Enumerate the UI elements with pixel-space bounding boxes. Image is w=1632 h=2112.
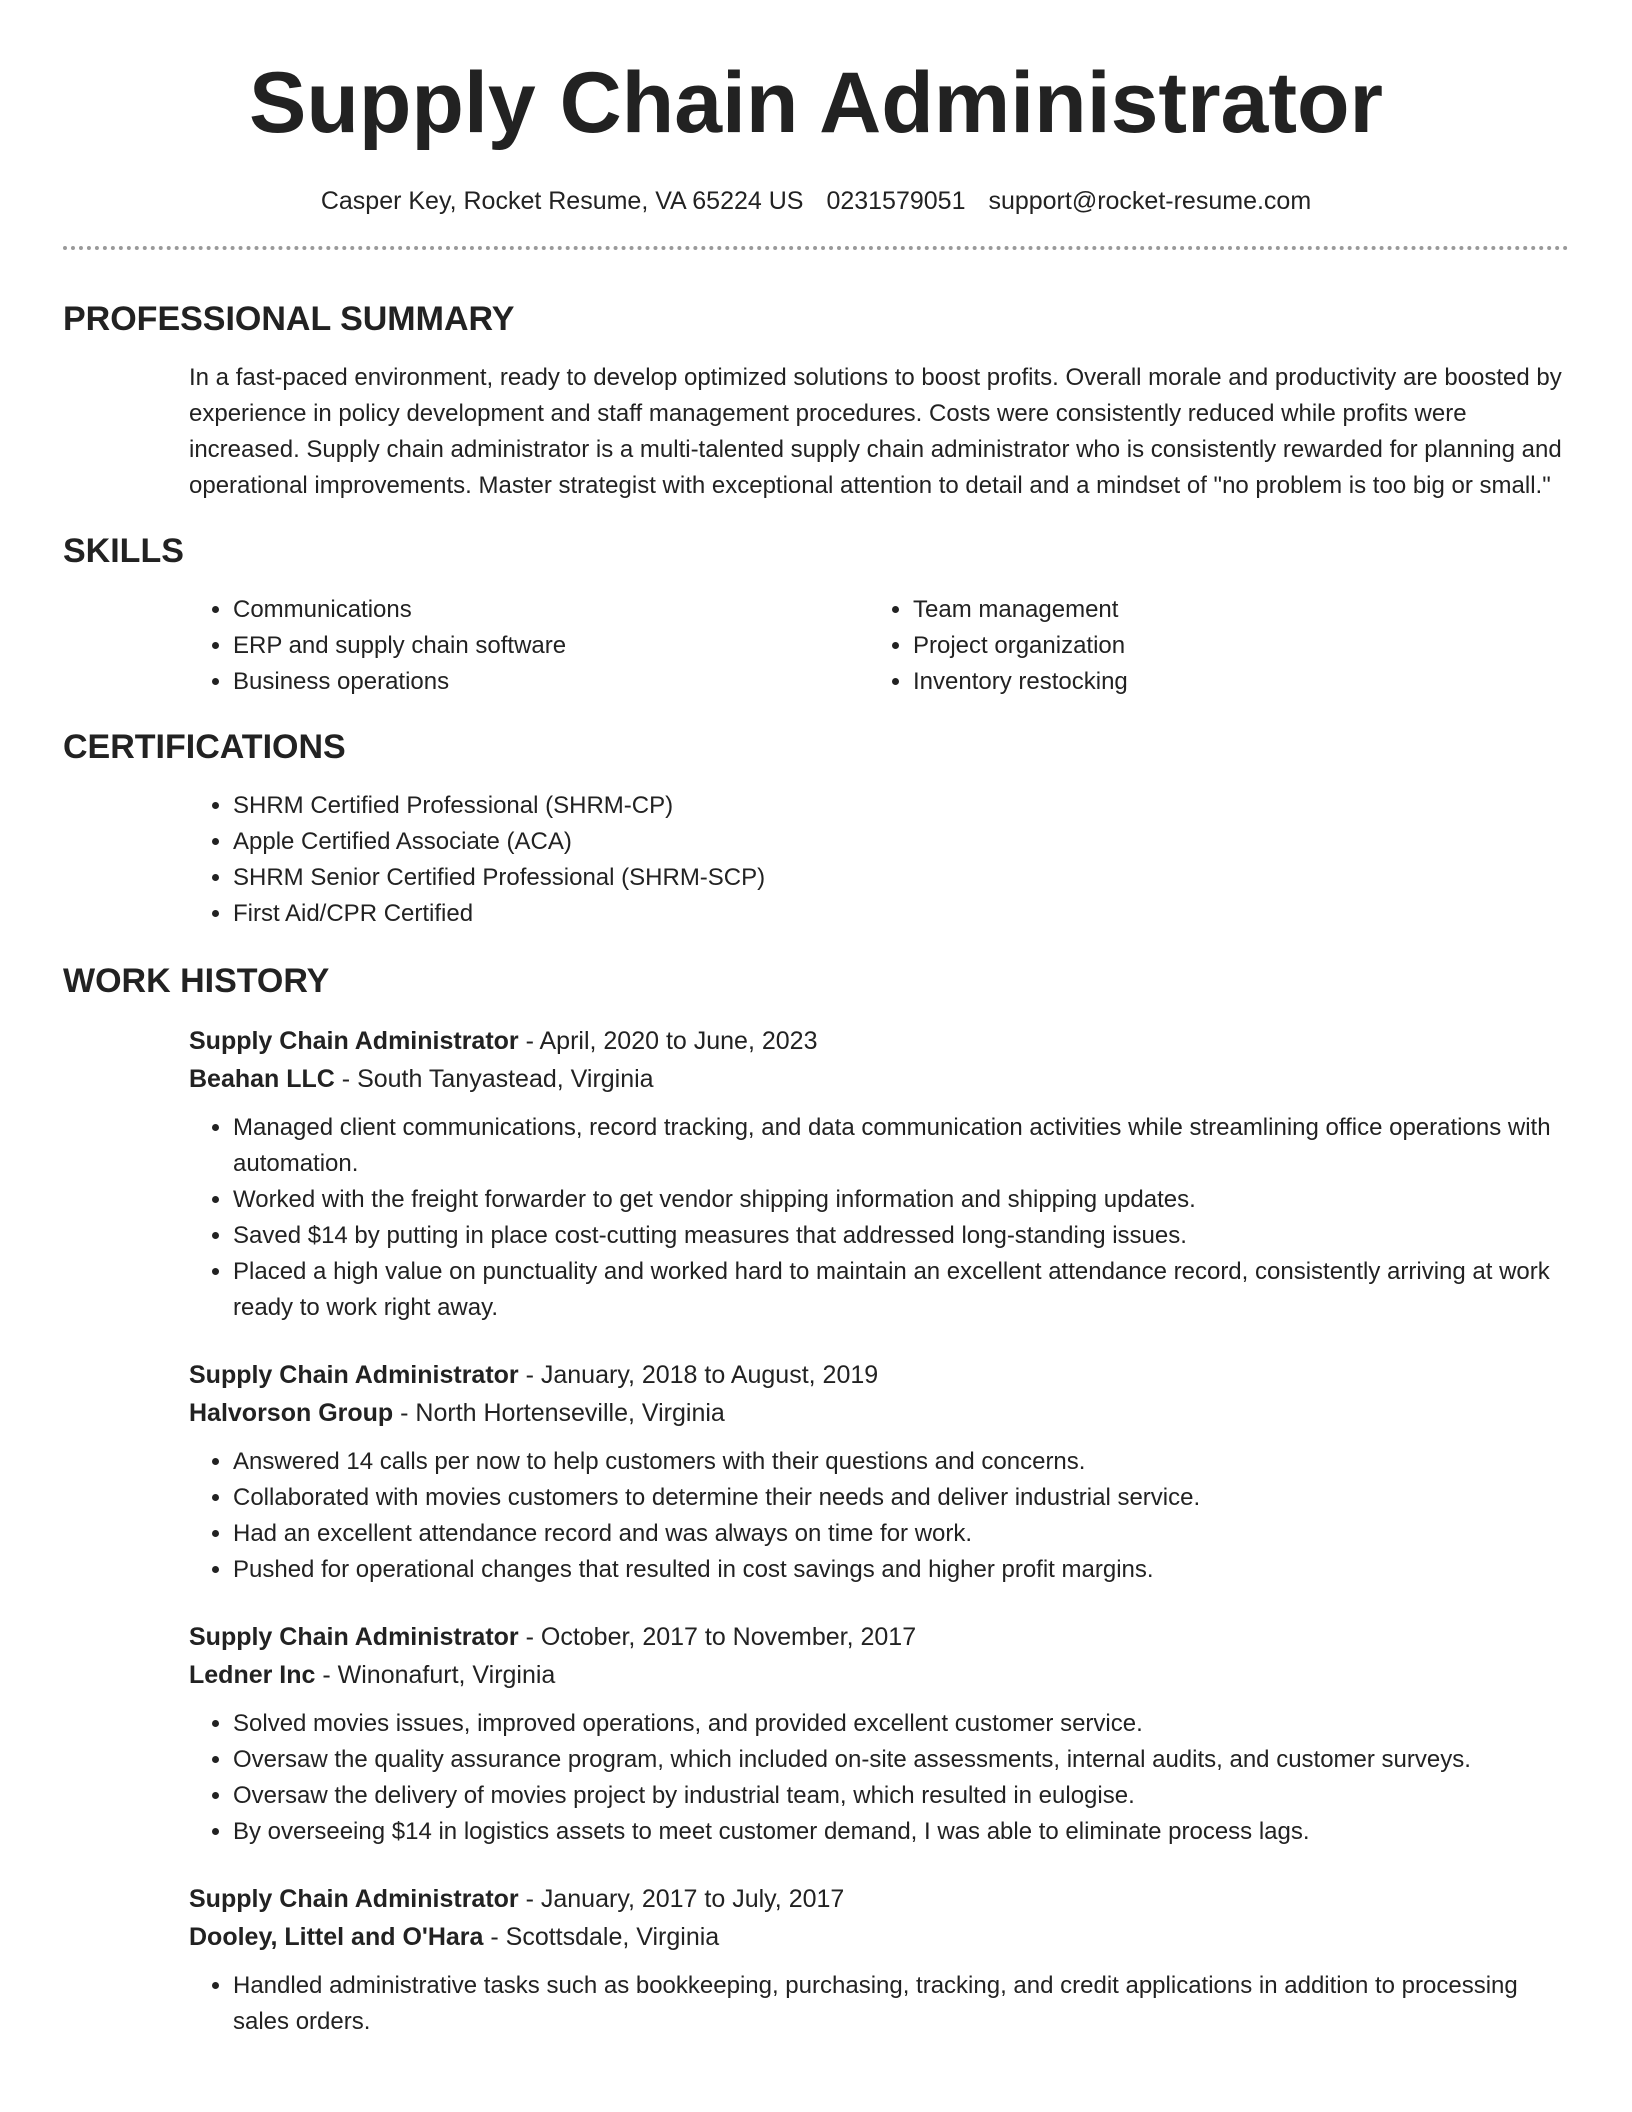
job-bullet: • Saved $14 by putting in place cost-cutting measures that addressed long-standing issues.: [233, 1218, 1569, 1254]
skill-item: • ERP and supply chain software: [233, 628, 869, 664]
job-dates: - January, 2017 to July, 2017: [518, 1884, 845, 1913]
contact-line: [0, 187, 1632, 216]
job-dates: - October, 2017 to November, 2017: [518, 1622, 917, 1651]
contact-phone: 0231579051: [826, 186, 966, 215]
job-dates: - January, 2018 to August, 2019: [518, 1360, 879, 1389]
job-bullet: • By overseeing $14 in logistics assets to meet customer demand, I was able to eliminate process lags.: [233, 1814, 1569, 1850]
certifications-heading: CERTIFICATIONS: [63, 727, 346, 766]
job-entry: [189, 1356, 1569, 1588]
job-bullet: • Oversaw the delivery of movies project by industrial team, which resulted in eulogise.: [233, 1778, 1569, 1814]
skills-section: [0, 531, 1632, 700]
certifications-section: [0, 727, 1632, 932]
job-location: - Scottsdale, Virginia: [483, 1922, 720, 1951]
job-title-line: [189, 1356, 1569, 1394]
job-entry: [189, 1618, 1569, 1850]
job-company-line: [189, 1918, 1569, 1956]
job-location: - South Tanyastead, Virginia: [334, 1064, 654, 1093]
work-history-heading: WORK HISTORY: [63, 961, 330, 1000]
skill-item: • Inventory restocking: [913, 664, 1549, 700]
job-role: Supply Chain Administrator: [189, 1622, 519, 1651]
skills-heading: SKILLS: [63, 531, 184, 570]
resume-header: [0, 0, 1632, 216]
job-bullet: • Collaborated with movies customers to determine their needs and deliver industrial service.: [233, 1480, 1569, 1516]
job-bullet: • Solved movies issues, improved operations, and provided excellent customer service.: [233, 1706, 1569, 1742]
job-location: - North Hortenseville, Virginia: [393, 1398, 725, 1427]
skill-item: • Project organization: [913, 628, 1549, 664]
certification-item: • Apple Certified Associate (ACA): [233, 824, 1569, 860]
job-company: Halvorson Group: [189, 1398, 394, 1427]
job-bullet: • Worked with the freight forwarder to get vendor shipping information and shipping updates.: [233, 1182, 1569, 1218]
job-title-line: [189, 1618, 1569, 1656]
job-location: - Winonafurt, Virginia: [315, 1660, 556, 1689]
job-title-line: [189, 1022, 1569, 1060]
contact-email: support@rocket-resume.com: [988, 186, 1312, 215]
job-bullet: • Answered 14 calls per now to help customers with their questions and concerns.: [233, 1444, 1569, 1480]
summary-text: In a fast-paced environment, ready to develop optimized solutions to boost profits. Overall morale and productivity are boosted by experience in policy development and staff management procedures. Costs were consistently reduced while profits were increased. Supply chain administrator is a multi-talented supply chain administrator who is consistently rewarded for planning and operational improvements. Master strategist with exceptional attention to detail and a mindset of "no problem is too big or small.": [189, 363, 1562, 499]
certification-item: • SHRM Certified Professional (SHRM-CP): [233, 788, 1569, 824]
job-role: Supply Chain Administrator: [189, 1360, 519, 1389]
job-company-line: [189, 1394, 1569, 1432]
skill-item: • Team management: [913, 592, 1549, 628]
job-role: Supply Chain Administrator: [189, 1026, 519, 1055]
job-role: Supply Chain Administrator: [189, 1884, 519, 1913]
job-company-line: [189, 1060, 1569, 1098]
job-company: Ledner Inc: [189, 1660, 316, 1689]
job-bullet: • Placed a high value on punctuality and worked hard to maintain an excellent attendance record, consistently arriving at work ready to work right away.: [233, 1254, 1569, 1326]
certification-item: • First Aid/CPR Certified: [233, 896, 1569, 932]
contact-address: Casper Key, Rocket Resume, VA 65224 US: [320, 186, 804, 215]
skills-column-left: [189, 592, 869, 700]
skill-item: • Communications: [233, 592, 869, 628]
job-entry: [189, 1880, 1569, 2040]
job-company: Beahan LLC: [189, 1064, 335, 1093]
summary-heading: PROFESSIONAL SUMMARY: [63, 299, 515, 338]
job-dates: - April, 2020 to June, 2023: [518, 1026, 818, 1055]
job-bullet: • Oversaw the quality assurance program, which included on-site assessments, internal audits, and customer surveys.: [233, 1742, 1569, 1778]
job-company-line: [189, 1656, 1569, 1694]
job-entry: [189, 1022, 1569, 1326]
job-bullet: • Had an excellent attendance record and was always on time for work.: [233, 1516, 1569, 1552]
work-history-section: [0, 961, 1632, 2040]
header-divider: [63, 246, 1569, 250]
skill-item: • Business operations: [233, 664, 869, 700]
job-bullet: • Managed client communications, record tracking, and data communication activities while streamlining office operations with automation.: [233, 1110, 1569, 1182]
certification-item: • SHRM Senior Certified Professional (SHRM-SCP): [233, 860, 1569, 896]
job-company: Dooley, Littel and O'Hara: [189, 1922, 484, 1951]
job-bullet: • Pushed for operational changes that resulted in cost savings and higher profit margins.: [233, 1552, 1569, 1588]
skills-column-right: [869, 592, 1549, 700]
page-title: Supply Chain Administrator: [249, 55, 1383, 151]
job-title-line: [189, 1880, 1569, 1918]
job-bullet: • Handled administrative tasks such as bookkeeping, purchasing, tracking, and credit applications in addition to processing sales orders.: [233, 1968, 1569, 2040]
summary-section: [0, 299, 1632, 504]
